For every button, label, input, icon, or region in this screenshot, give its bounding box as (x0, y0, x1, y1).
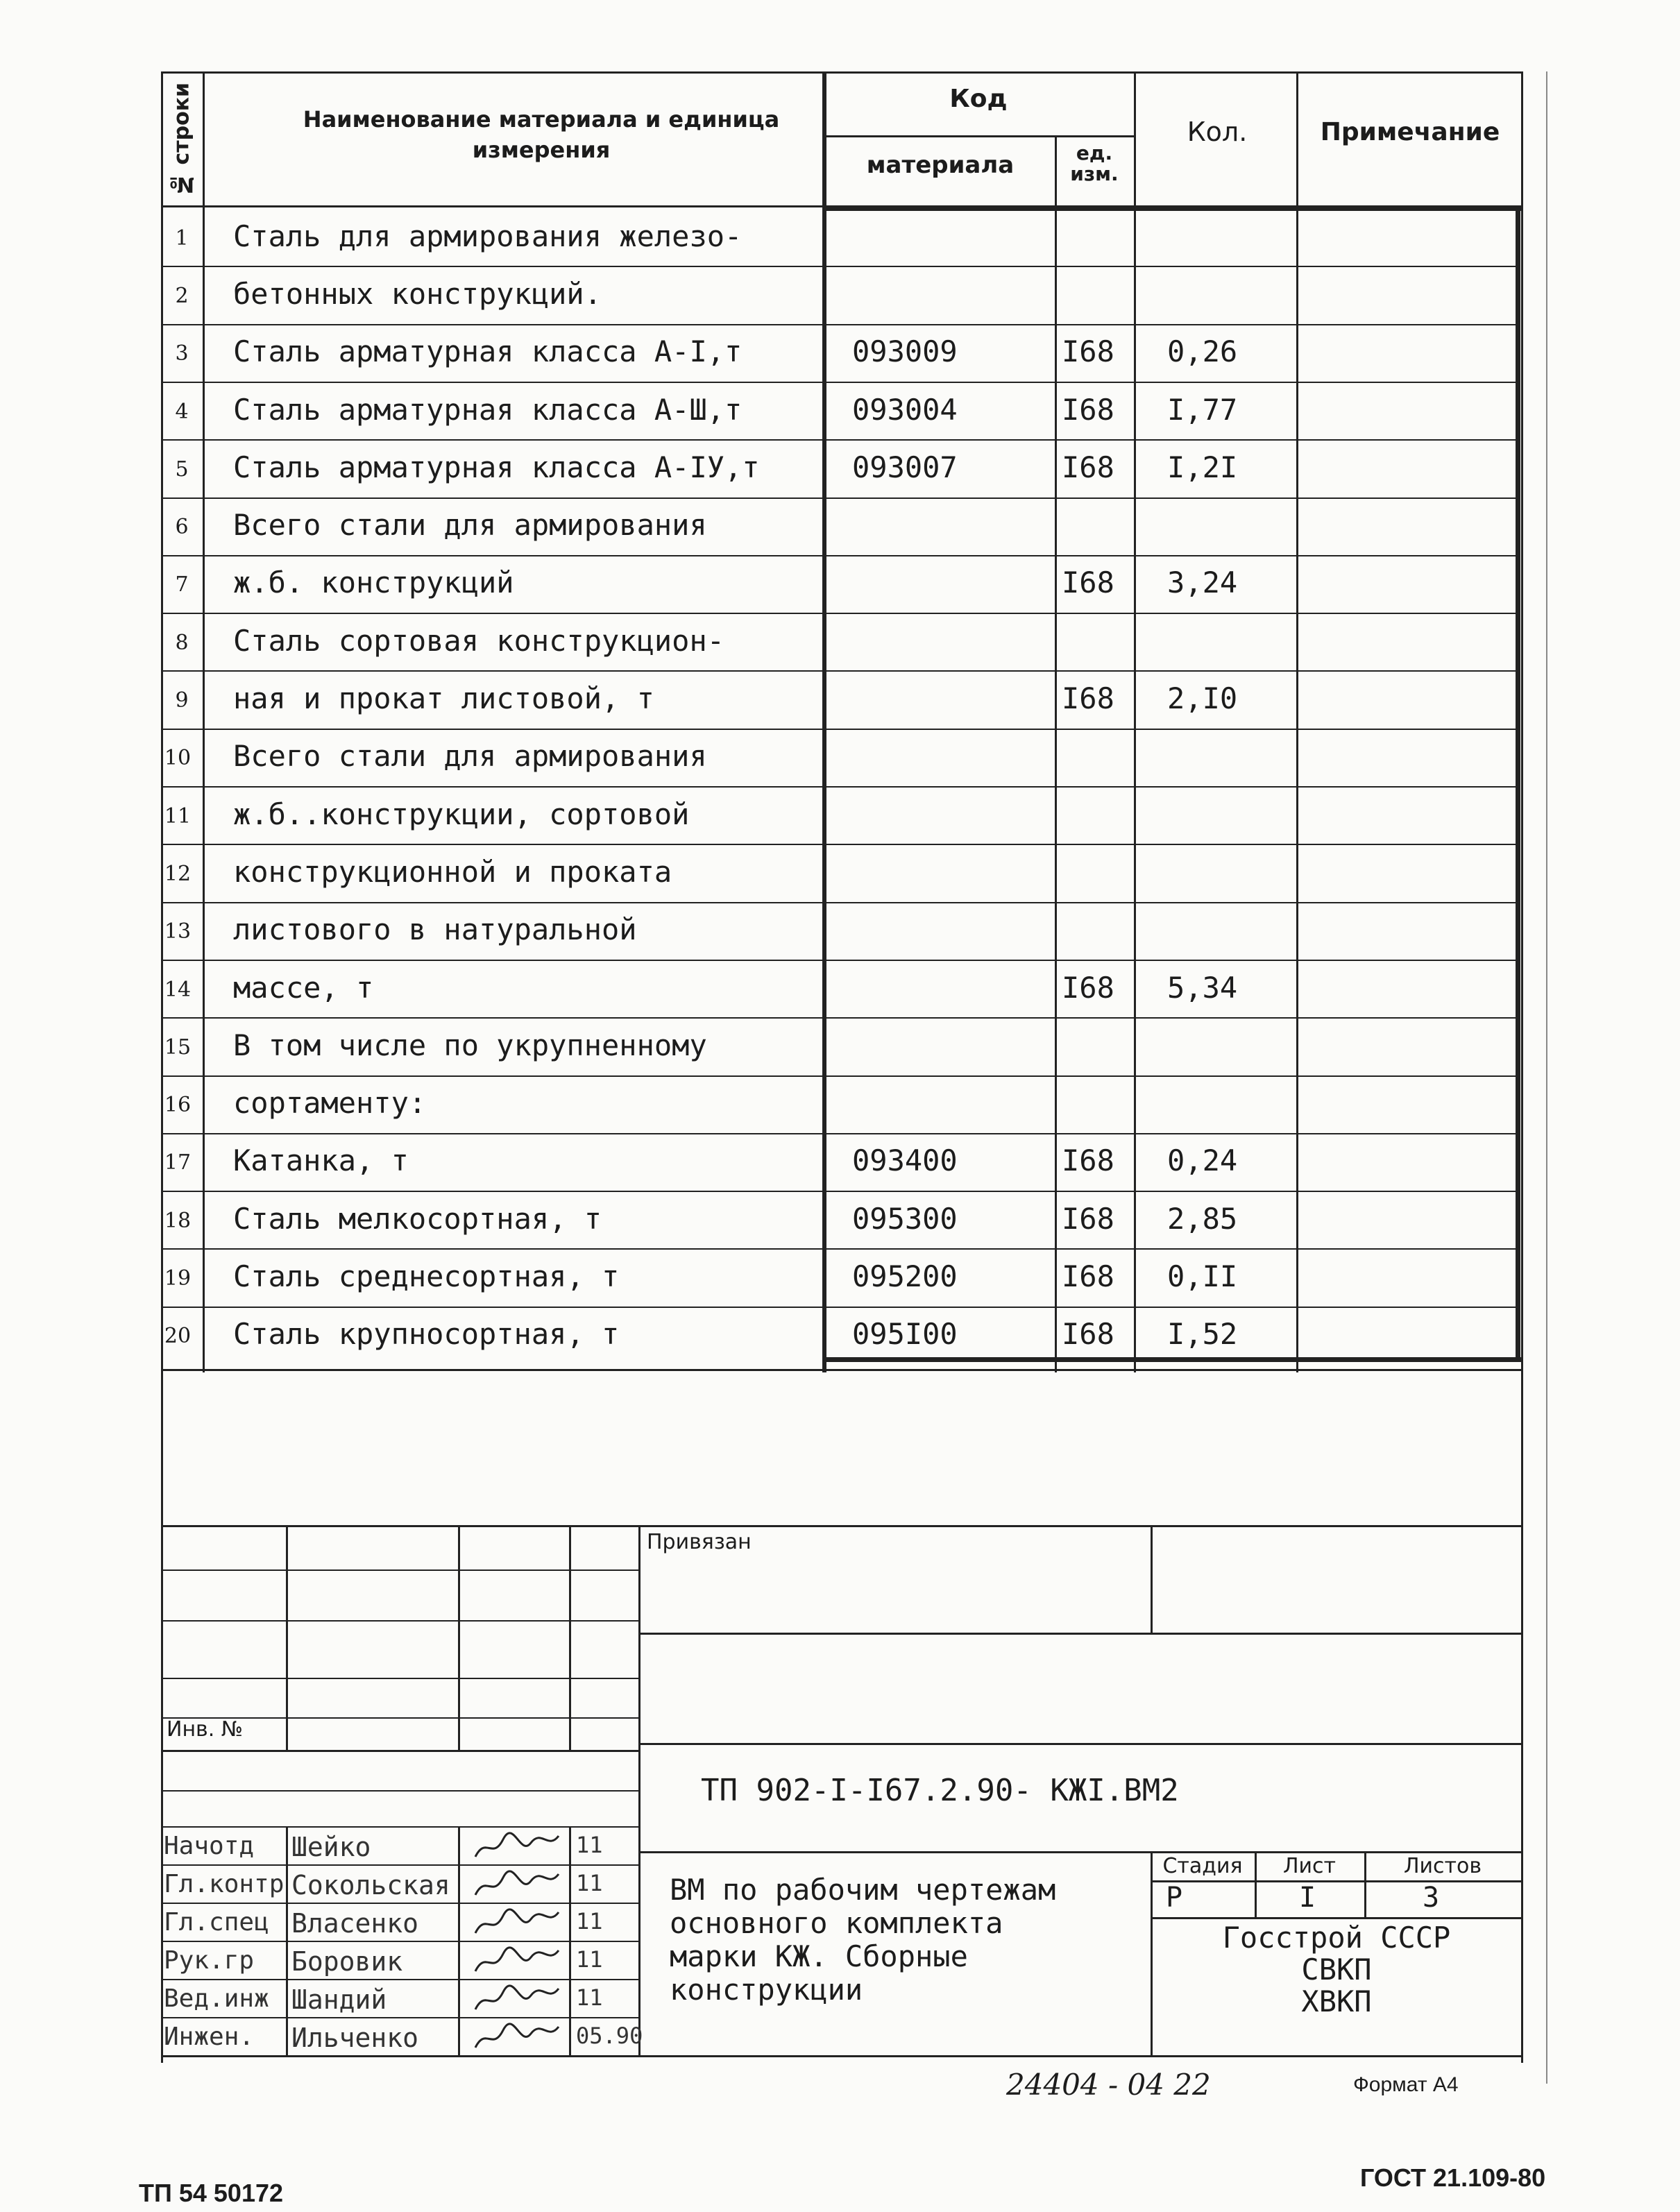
row-divider (161, 960, 1518, 961)
signer-role: Гл.спец (164, 1908, 269, 1937)
row-name: ж.б. конструкций (233, 565, 514, 599)
row-number: 15 (164, 1035, 192, 1060)
header-material: материала (866, 151, 1015, 179)
row-number: 19 (164, 1266, 192, 1291)
sheet-value: I (1299, 1882, 1316, 1914)
row-number: 4 (175, 400, 189, 424)
tb-line (161, 1750, 638, 1752)
footer-right: ГОСТ 21.109-80 (1360, 2163, 1546, 2192)
row-name: Сталь среднесортная, т (233, 1259, 620, 1293)
tb-line (161, 1790, 638, 1792)
row-name: Сталь сортовая конструкцион- (233, 624, 725, 658)
organization-line: ХВКП (1301, 1984, 1372, 2018)
row-material-code: 093004 (852, 393, 958, 427)
signer-role: Вед.инж (164, 1984, 269, 2013)
row-material-code: 093400 (852, 1143, 958, 1177)
row-unit: I68 (1062, 393, 1114, 427)
signer-divider (161, 1979, 638, 1980)
row-divider (161, 1017, 1518, 1019)
row-number: 3 (175, 341, 189, 366)
sheets-label: Листов (1403, 1854, 1482, 1878)
signature-mark (472, 1943, 562, 1978)
row-number: 12 (164, 862, 192, 886)
signer-date: 11 (576, 1946, 603, 1973)
row-name: Сталь для армирования железо- (233, 219, 743, 253)
row-number: 11 (164, 804, 192, 828)
row-name: ная и прокат листовой, т (233, 681, 654, 715)
row-number: 7 (175, 572, 189, 597)
signer-role: Рук.гр (164, 1946, 255, 1975)
tb-line (161, 1569, 638, 1571)
row-material-code: 093007 (852, 450, 958, 484)
row-divider (161, 670, 1518, 672)
header-code: Код (949, 85, 1008, 113)
table-bottom (161, 1369, 1523, 1371)
format-label: Формат А4 (1353, 2073, 1459, 2096)
row-name: сортаменту: (233, 1086, 427, 1120)
tb-line (569, 1525, 571, 1750)
row-name: Сталь мелкосортная, т (233, 1202, 602, 1236)
header-name: Наименование материала и единица измерения (303, 106, 780, 163)
row-divider (161, 844, 1518, 845)
row-unit: I68 (1062, 971, 1114, 1005)
signer-name: Власенко (291, 1908, 419, 1939)
signature-mark (472, 1829, 562, 1864)
signer-date: 11 (576, 1908, 603, 1934)
document-description (670, 1873, 1055, 2007)
tb-line (1151, 1525, 1153, 1633)
row-material-code: 095300 (852, 1202, 958, 1236)
description-line: основного комплекта (670, 1906, 1003, 1940)
data-frame-top (822, 207, 1522, 211)
header-divider (822, 135, 1134, 137)
header-row-no: № строки (169, 82, 194, 196)
row-qty: 0,II (1167, 1259, 1238, 1293)
page-edge-line (1546, 71, 1547, 2084)
row-number: 17 (164, 1150, 192, 1175)
signer-name: Шейко (291, 1832, 371, 1862)
tb-line (638, 1633, 1521, 1635)
row-divider (161, 1307, 1518, 1308)
header-divider (1055, 135, 1057, 1372)
row-qty: 5,34 (1167, 971, 1238, 1005)
signature-mark (472, 1905, 562, 1940)
privyazan-label: Привязан (647, 1530, 752, 1554)
signer-divider (161, 2017, 638, 2018)
signer-divider (161, 1826, 638, 1828)
signer-date: 11 (576, 1832, 603, 1858)
row-name: В том числе по укрупненному (233, 1028, 707, 1062)
row-divider (161, 439, 1518, 441)
row-unit: I68 (1062, 450, 1114, 484)
row-divider (161, 324, 1518, 325)
row-number: 18 (164, 1209, 192, 1233)
row-qty: I,2I (1167, 450, 1238, 484)
frame-left (161, 71, 163, 2063)
signature-mark (472, 2020, 562, 2054)
organization-line: Госстрой СССР (1222, 1921, 1451, 1955)
row-divider (161, 729, 1518, 730)
row-number: 6 (175, 515, 189, 539)
signature-mark (472, 1867, 562, 1902)
tb-line (1151, 1917, 1521, 1919)
frame-right (1521, 71, 1523, 1369)
tb-line (458, 1525, 460, 1750)
row-unit: I68 (1062, 334, 1114, 368)
row-unit: I68 (1062, 1143, 1114, 1177)
stage-value: Р (1166, 1882, 1183, 1914)
row-name: Сталь арматурная класса А-Ш,т (233, 393, 743, 427)
row-name: бетонных конструкций. (233, 277, 602, 311)
row-name: Сталь арматурная класса А-I,т (233, 334, 743, 368)
row-material-code: 095I00 (852, 1317, 958, 1351)
header-unit: ед. изм. (1070, 142, 1119, 185)
row-number: 20 (164, 1324, 192, 1348)
row-name: листового в натуральной (233, 912, 637, 946)
row-name: Всего стали для армирования (233, 508, 707, 542)
row-material-code: 093009 (852, 334, 958, 368)
tb-line (161, 1620, 638, 1622)
row-name: Сталь крупносортная, т (233, 1317, 620, 1351)
signer-name: Боровик (291, 1946, 403, 1977)
header-qty: Кол. (1187, 117, 1248, 147)
signer-name: Шандий (291, 1984, 387, 2015)
row-number: 13 (164, 919, 192, 944)
header-note: Примечание (1320, 118, 1500, 146)
row-number: 9 (175, 688, 189, 713)
signer-divider (161, 1903, 638, 1904)
data-frame-right (1516, 207, 1520, 1361)
row-number: 8 (175, 631, 189, 655)
signer-divider (161, 1864, 638, 1866)
row-qty: I,52 (1167, 1317, 1238, 1351)
footer-left: ТП 54 50172 (139, 2179, 284, 2207)
data-frame-bottom (822, 1357, 1522, 1362)
row-qty: I,77 (1167, 393, 1238, 427)
tb-bottom (161, 2055, 1523, 2057)
row-number: 5 (175, 457, 189, 482)
signer-date: 05.90 (576, 2023, 643, 2049)
signer-role: Начотд (164, 1832, 255, 1860)
organization-line: СВКП (1301, 1952, 1372, 1986)
sheet-label: Лист (1282, 1854, 1337, 1878)
row-divider (161, 786, 1518, 788)
handwritten-number: 24404 - 04 22 (1006, 2068, 1211, 2102)
description-line: ВМ по рабочим чертежам (670, 1873, 1056, 1907)
row-name: Катанка, т (233, 1143, 409, 1177)
row-divider (161, 555, 1518, 556)
row-unit: I68 (1062, 1317, 1114, 1351)
tb-line (638, 1851, 1521, 1853)
row-divider (161, 382, 1518, 383)
row-divider (161, 613, 1518, 614)
row-qty: 2,85 (1167, 1202, 1238, 1236)
tb-line (161, 1525, 1523, 1527)
row-qty: 0,26 (1167, 334, 1238, 368)
signer-date: 11 (576, 1984, 603, 2011)
row-divider (161, 1133, 1518, 1134)
row-divider (161, 902, 1518, 903)
row-unit: I68 (1062, 1259, 1114, 1293)
row-name: Сталь арматурная класса А-IУ,т (233, 450, 760, 484)
signer-name: Ильченко (291, 2023, 419, 2053)
row-qty: 0,24 (1167, 1143, 1238, 1177)
signer-role: Инжен. (164, 2023, 255, 2051)
description-line: марки КЖ. Сборные (670, 1939, 968, 1973)
row-name: массе, т (233, 971, 374, 1005)
row-number: 1 (175, 226, 189, 250)
row-divider (161, 497, 1518, 499)
row-name: ж.б..конструкции, сортовой (233, 797, 690, 831)
stage-label: Стадия (1162, 1854, 1243, 1878)
row-unit: I68 (1062, 681, 1114, 715)
signature-mark (472, 1982, 562, 2016)
row-number: 10 (164, 746, 192, 770)
tb-line (638, 1743, 1521, 1745)
row-qty: 3,24 (1167, 565, 1238, 599)
row-material-code: 095200 (852, 1259, 958, 1293)
tb-line (286, 1525, 288, 1750)
row-divider (161, 266, 1518, 267)
sheets-value: 3 (1423, 1882, 1440, 1914)
row-divider (161, 1075, 1518, 1077)
row-divider (161, 1191, 1518, 1192)
signer-date: 11 (576, 1870, 603, 1896)
doc-code: ТП 902-I-I67.2.90- КЖI.ВМ2 (701, 1773, 1179, 1808)
signer-divider (161, 1941, 638, 1942)
tb-line (1151, 1880, 1521, 1882)
row-unit: I68 (1062, 565, 1114, 599)
row-number: 14 (164, 978, 192, 1002)
tb-line (638, 1525, 640, 2056)
row-name: Всего стали для армирования (233, 739, 707, 773)
signer-name: Сокольская (291, 1870, 450, 1900)
tb-line (161, 1678, 638, 1679)
tb-line (1521, 1369, 1523, 2063)
row-name: конструкционной и проката (233, 855, 672, 889)
row-number: 2 (175, 284, 189, 308)
description-line: конструкции (670, 1973, 863, 2007)
row-qty: 2,I0 (1167, 681, 1238, 715)
row-divider (161, 1248, 1518, 1250)
inv-no-label: Инв. № (167, 1717, 244, 1742)
organization (1152, 1922, 1521, 2018)
signer-role: Гл.контр (164, 1870, 285, 1898)
frame-top (161, 71, 1523, 74)
row-number: 16 (164, 1093, 192, 1117)
row-unit: I68 (1062, 1202, 1114, 1236)
